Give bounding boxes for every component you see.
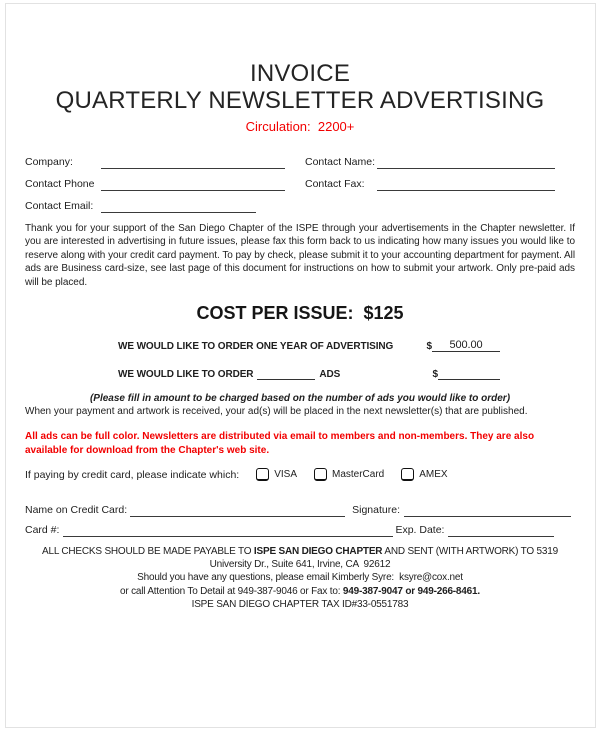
- amex-label: AMEX: [419, 469, 448, 481]
- name-on-card-input-line[interactable]: [130, 503, 345, 517]
- fill-in-note: (Please fill in amount to be charged based on the number of ads you would like to order): [89, 393, 511, 405]
- contact-row-1: [25, 147, 575, 169]
- dollar-sign: $: [426, 341, 432, 353]
- contact-phone-field: [25, 177, 285, 191]
- intro-paragraph: Thank you for your support of the San Diego Chapter of the ISPE through your advertisements in the Chapter newsletter. If you are interested in advertising in future issues, please fax this form back to us indicating how many issues you would like to reserve along with your credit card payment. To pay by check, please submit it to your accounting department for payment. All ads are Business card-size, see last page of this document for instructions on how to submit your artwork. Only pre-paid ads will be placed.: [25, 223, 575, 288]
- contact-phone-input-line[interactable]: [101, 177, 285, 191]
- checks-payable-bold: ISPE SAN DIEGO CHAPTER: [253, 546, 383, 558]
- invoice-title: INVOICE: [249, 60, 351, 87]
- name-signature-row: [25, 497, 575, 517]
- contact-fax-field: [305, 177, 555, 191]
- address-line: University Dr., Suite 641, Irvine, CA 92612: [209, 559, 391, 571]
- order-year-row: [25, 339, 575, 352]
- checks-payable-pre: ALL CHECKS SHOULD BE MADE PAYABLE TO: [41, 546, 254, 558]
- contact-fax-input-line[interactable]: [377, 177, 555, 191]
- full-color-notice: All ads can be full color. Newsletters are distributed via email to members and non-members. They are also available for download from the Chapter's web site.: [25, 431, 535, 456]
- credit-card-options-row: [25, 468, 575, 481]
- newsletter-title: QUARTERLY NEWSLETTER ADVERTISING: [55, 87, 545, 114]
- company-field: [25, 155, 285, 169]
- order-ads-amount-input-line[interactable]: [438, 367, 500, 380]
- exp-date-input-line[interactable]: [448, 523, 554, 537]
- credit-card-indicate-label: If paying by credit card, please indicate which:: [25, 468, 240, 481]
- contact-name-field: [305, 155, 555, 169]
- contact-info-section: [25, 147, 575, 213]
- circulation-note: Circulation: 2200+: [245, 119, 355, 134]
- phone-fax-bold: 949-387-9047 or 949-266-8461.: [342, 585, 480, 597]
- order-ads-prefix: WE WOULD LIKE TO ORDER: [118, 369, 254, 381]
- phone-fax-line: [25, 585, 575, 598]
- tax-id-line: ISPE SAN DIEGO CHAPTER TAX ID#33-0551783: [191, 598, 409, 610]
- company-label: Company:: [25, 156, 73, 168]
- questions-line: Should you have any questions, please email Kimberly Syre: ksyre@cox.net: [137, 572, 463, 584]
- signature-label: Signature:: [352, 504, 400, 517]
- order-year-amount-group: [427, 339, 500, 352]
- contact-row-3: [25, 191, 575, 213]
- mastercard-option[interactable]: [314, 468, 384, 481]
- placement-note: When your payment and artwork is received, your ad(s) will be placed in the next newsletter(s) that are published.: [25, 406, 528, 418]
- company-input-line[interactable]: [101, 155, 285, 169]
- signature-input-line[interactable]: [404, 503, 571, 517]
- card-number-row: [25, 517, 575, 537]
- order-ads-amount-group: [433, 367, 500, 380]
- dollar-sign: $: [432, 369, 438, 381]
- name-on-card-label: Name on Credit Card:: [25, 504, 128, 517]
- contact-row-2: [25, 169, 575, 191]
- exp-date-label: Exp. Date:: [395, 524, 445, 537]
- phone-fax-pre: or call Attention To Detail at 949-387-9046 or Fax to:: [120, 585, 343, 597]
- card-number-input-line[interactable]: [63, 523, 393, 537]
- card-number-label: Card #:: [25, 524, 60, 537]
- mastercard-checkbox-icon[interactable]: [314, 468, 327, 481]
- contact-name-input-line[interactable]: [377, 155, 555, 169]
- order-ads-suffix: ADS: [319, 369, 341, 381]
- contact-email-field: [25, 199, 285, 213]
- visa-option[interactable]: [256, 468, 297, 481]
- order-ads-row: [25, 367, 575, 380]
- mastercard-label: MasterCard: [332, 469, 385, 481]
- cost-per-issue-heading: COST PER ISSUE: $125: [196, 303, 404, 324]
- checks-payable-post: AND SENT (WITH ARTWORK) TO 5319: [382, 546, 559, 558]
- amex-checkbox-icon[interactable]: [401, 468, 414, 481]
- contact-email-label: Contact Email:: [25, 200, 94, 212]
- payment-footer: [25, 545, 575, 611]
- checks-payable-line: [25, 545, 575, 558]
- visa-checkbox-icon[interactable]: [256, 468, 269, 481]
- order-year-amount[interactable]: 500.00: [432, 339, 500, 352]
- order-year-label: WE WOULD LIKE TO ORDER ONE YEAR OF ADVERTISING: [118, 341, 394, 353]
- order-ads-count-input-line[interactable]: [257, 367, 315, 380]
- contact-name-label: Contact Name:: [305, 156, 376, 168]
- visa-label: VISA: [274, 469, 297, 481]
- contact-phone-label: Contact Phone: [25, 178, 95, 190]
- contact-email-input-line[interactable]: [101, 199, 256, 213]
- contact-fax-label: Contact Fax:: [305, 178, 365, 190]
- amex-option[interactable]: [401, 468, 447, 481]
